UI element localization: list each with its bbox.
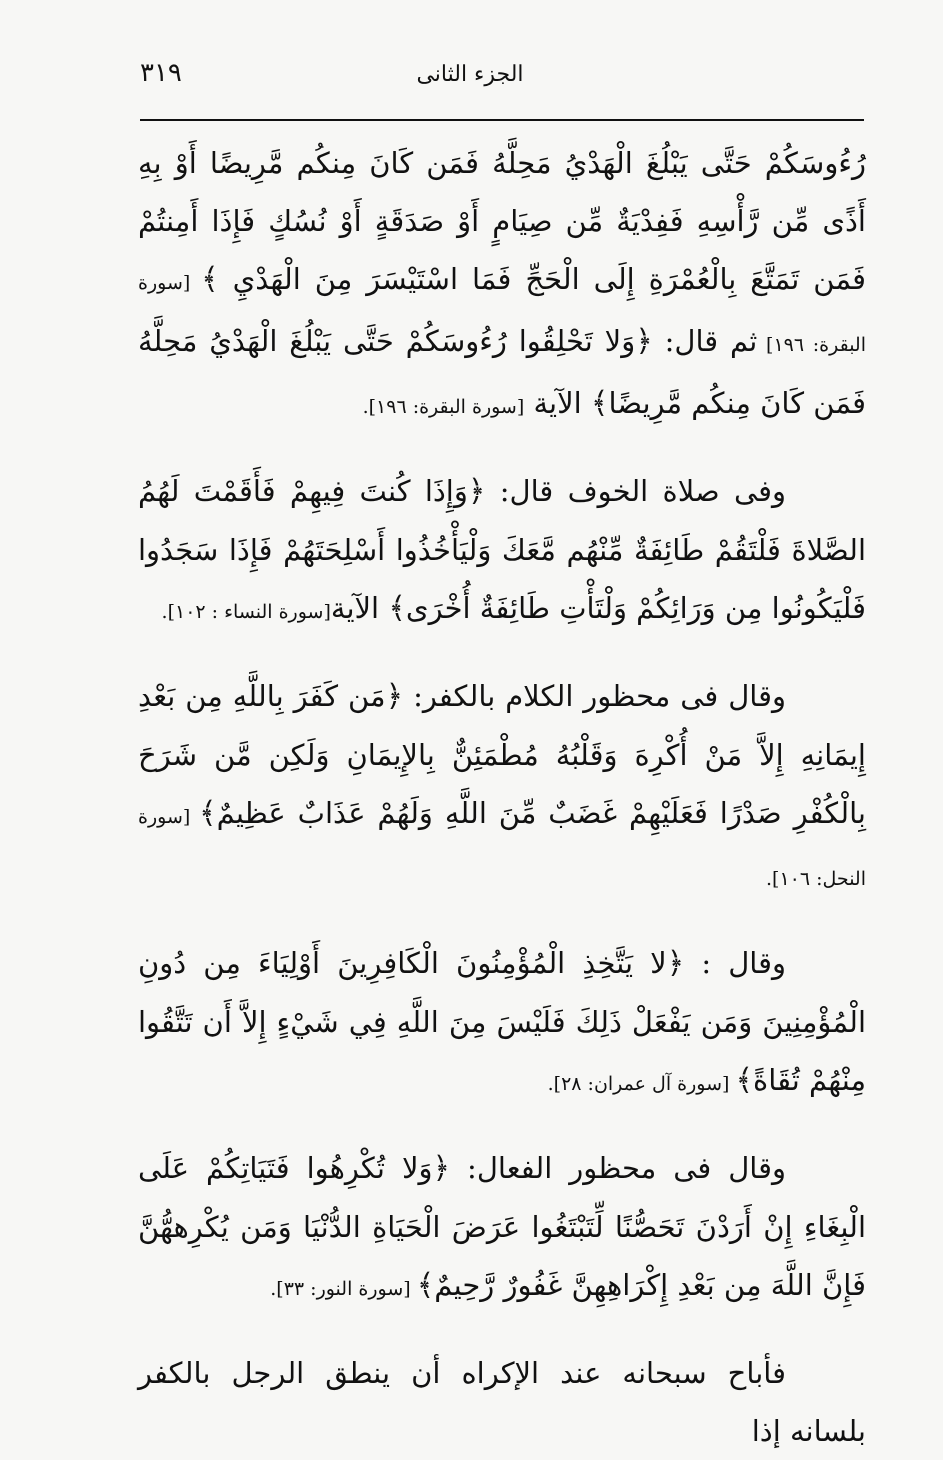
ornamental-bracket: ﴾ (590, 386, 609, 421)
ornamental-bracket: ﴾ (416, 1268, 435, 1303)
paragraph-text: وفى صلاة الخوف قال: (485, 474, 786, 508)
paragraph (138, 134, 866, 436)
paragraph-text: وقال : (684, 946, 786, 980)
body-text (138, 134, 866, 1460)
surah-reference: [سورة البقرة: ١٩٦] (138, 272, 867, 356)
ornamental-bracket: ﴿ (635, 324, 653, 359)
paragraph-text: وَلا تُكْرِهُوا فَتَيَاتِكُمْ عَلَى الْبِغَاءِ إِنْ أَرَدْنَ تَحَصُّنًا لِّتَبْتَغُوا عَرَضَ الْحَيَاةِ الدُّنْيَا وَمَن يُكْرِههُّنَّ فَإِنَّ اللَّهَ مِن بَعْدِ إِكْرَاهِهِنَّ غَفُورٌ رَّحِيمٌ (138, 1151, 866, 1302)
paragraph-text: وقال فى محظور الفعال: (450, 1151, 786, 1185)
ornamental-bracket: ﴾ (199, 796, 217, 831)
paragraph (138, 667, 866, 908)
header-rule (140, 119, 864, 121)
paragraph-text: الآية (524, 386, 591, 420)
paragraph-text: فأباح سبحانه عند الإكراه أن ينطق الرجل بالكفر بلسانه إذا (138, 1356, 866, 1448)
paragraph-text: ثم قال: (652, 324, 758, 358)
paragraph-text: وَلا تَحْلِقُوا رُءُوسَكُمْ حَتَّى يَبْلُغَ الْهَدْيُ مَحِلَّهُ فَمَن كَانَ مِنكُم مَّرِيضًا (138, 324, 866, 420)
paragraph (138, 462, 866, 641)
ornamental-bracket: ﴿ (467, 474, 486, 509)
surah-reference: [سورة البقرة: ١٩٦]. (362, 396, 525, 418)
paragraph-text: رُءُوسَكُمْ حَتَّى يَبْلُغَ الْهَدْيُ مَحِلَّهُ فَمَن كَانَ مِنكُم مَّرِيضًا أَوْ بِهِ أَذًى مِّن رَّأْسِهِ فَفِدْيَةٌ مِّن صِيَامٍ أَوْ صَدَقَةٍ أَوْ نُسُكٍ فَإِذَا أَمِنتُمْ فَمَن تَمَتَّعَ بِالْعُمْرَةِ إِلَى الْحَجِّ فَمَا اسْتَيْسَرَ مِنَ الْهَدْيِ (138, 146, 866, 296)
page-number: ٣١٩ (140, 58, 182, 88)
paragraph (138, 1344, 866, 1460)
ornamental-bracket: ﴾ (388, 591, 406, 626)
surah-reference: [سورة النور: ٣٣]. (270, 1278, 417, 1300)
surah-reference: [سورة النحل: ١٠٦]. (138, 806, 866, 890)
paragraph (138, 1139, 866, 1318)
paragraph-text: الآية (330, 591, 389, 625)
paragraph-text: لا يَتَّخِذِ الْمُؤْمِنُونَ الْكَافِرِينَ أَوْلِيَاءَ مِن دُونِ الْمُؤْمِنِينَ وَمَن يَفْعَلْ ذَلِكَ فَلَيْسَ مِنَ اللَّهِ فِي شَيْءٍ إِلاَّ أَن تَتَّقُوا مِنْهُمْ تُقَاةً (138, 946, 866, 1097)
ornamental-bracket: ﴾ (735, 1063, 754, 1098)
running-title: الجزء الثانى (416, 62, 524, 87)
surah-reference: [سورة النساء : ١٠٢]. (161, 601, 331, 623)
paragraph-text: وقال فى محظور الكلام بالكفر: (403, 679, 786, 713)
paragraph (138, 934, 866, 1113)
ornamental-bracket: ﴿ (385, 679, 404, 714)
ornamental-bracket: ﴿ (432, 1151, 451, 1186)
ornamental-bracket: ﴿ (666, 946, 685, 981)
ornamental-bracket: ﴾ (201, 262, 219, 297)
surah-reference: [سورة آل عمران: ٢٨]. (547, 1073, 736, 1095)
paragraph-text: وَإِذَا كُنتَ فِيهِمْ فَأَقَمْتَ لَهُمُ الصَّلاةَ فَلْتَقُمْ طَائِفَةٌ مِّنْهُم مَّعَكَ وَلْيَأْخُذُوا أَسْلِحَتَهُمْ فَإِذَا سَجَدُوا فَلْيَكُونُوا مِن وَرَائِكُمْ وَلْتَأْتِ طَائِفَةٌ أُخْرَى (138, 474, 866, 625)
paragraph-text: مَن كَفَرَ بِاللَّهِ مِن بَعْدِ إِيمَانِهِ إِلاَّ مَنْ أُكْرِهَ وَقَلْبُهُ مُطْمَئِنٌّ بِالإِيمَانِ وَلَكِن مَّن شَرَحَ بِالْكُفْرِ صَدْرًا فَعَلَيْهِمْ غَضَبٌ مِّنَ اللَّهِ وَلَهُمْ عَذَابٌ عَظِيمٌ (138, 679, 866, 830)
page-header (140, 58, 800, 94)
